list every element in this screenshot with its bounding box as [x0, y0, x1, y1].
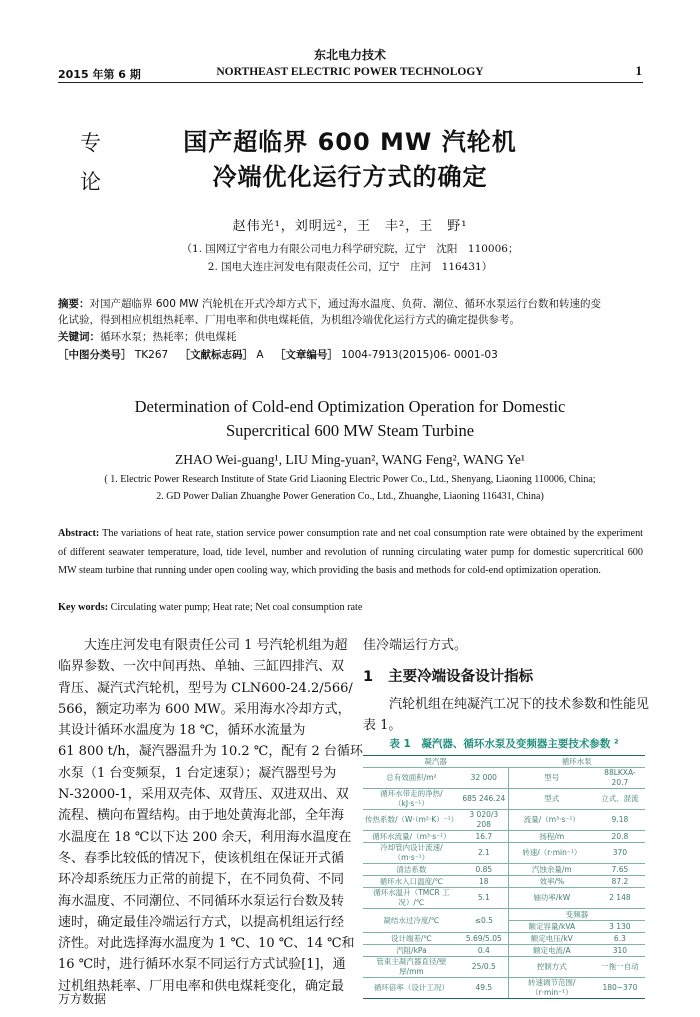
body-left-line: 流程、横向布置结构。由于地处黄海北部，全年海 — [58, 808, 345, 824]
body-left-line: 济性。对此选择海水温度为 1 ℃、10 ℃、14 ℃和 — [58, 936, 355, 952]
body-right-line: 汽轮机组在纯凝汽工况下的技术参数和性能见 — [363, 697, 650, 712]
authors-en: ZHAO Wei-guang¹, LIU Ming-yuan², WANG Feng², WANG Ye¹ — [175, 452, 525, 467]
section-1-heading: 1 主要冷端设备设计指标 — [363, 669, 534, 685]
body-left-line: 环冷却系统压力正常的前提下，在不同负荷、不同 — [58, 872, 345, 888]
table-cell: 循环水温升（TMCR 工况）/℃ — [363, 888, 460, 909]
table-cell: 0.85 — [460, 864, 509, 876]
table-cell: 685 246.24 — [460, 789, 509, 810]
table-row — [363, 768, 645, 789]
title-cn-line-2: 冷端优化运行方式的确定 — [212, 163, 488, 191]
journal-name-cn: 东北电力技术 — [313, 48, 386, 62]
abstract-en-label: Abstract: — [58, 528, 100, 539]
table-cell: 6.3 — [595, 933, 645, 945]
column-tag-1: 专 — [80, 131, 101, 155]
table-cell: 2.1 — [460, 843, 509, 864]
table-row — [363, 933, 645, 945]
page-number: 1 — [635, 63, 642, 78]
table-cell: 370 — [595, 843, 645, 864]
keywords-cn-label: 关键词： — [58, 331, 100, 343]
affiliation-cn-1: （1. 国网辽宁省电力有限公司电力科学研究院，辽宁 沈阳 110006； — [181, 243, 519, 255]
abstract-cn-line-2: 化试验，得到相应机组热耗率、厂用电率和供电煤耗值，为机组冷端优化运行方式的确定提供参考。 — [58, 314, 520, 326]
table-cell: 控制方式 — [508, 957, 594, 978]
table-cell: 49.5 — [460, 978, 509, 999]
table-cell: 16.7 — [460, 831, 509, 843]
body-left-line: 水泵（1 台变频泵，1 台定速泵）；凝汽器型号为 — [58, 765, 337, 781]
body-right-first-line: 佳冷端运行方式。 — [363, 638, 468, 653]
footer-watermark: 万方数据 — [58, 992, 107, 1006]
table-cell: 额定电压/kV — [508, 933, 594, 945]
table-row — [363, 957, 645, 978]
table-cell: 180~370 — [595, 978, 645, 999]
table-cell: 20.8 — [595, 831, 645, 843]
journal-name-en: NORTHEAST ELECTRIC POWER TECHNOLOGY — [216, 66, 484, 78]
body-right-paragraph — [363, 694, 650, 737]
table-cell: 7.65 — [595, 864, 645, 876]
table-cell: 32 000 — [460, 768, 509, 789]
classification-line: ［中图分类号］ TK267 ［文献标志码］ A ［文章编号］ 1004-7913(2015)06- 0001-03 — [58, 349, 498, 361]
table-cell: 扬程/m — [508, 831, 594, 843]
table-cell: 18 — [460, 876, 509, 888]
body-left-line: 速时，确定最佳冷端运行方式，以提高机组运行经 — [58, 914, 345, 930]
body-left-line: 临界参数、一次中间再热、单轴、三缸四排汽、双 — [58, 659, 345, 675]
table-cell: 凝结水过冷度/℃ — [363, 909, 460, 933]
table-row — [363, 909, 645, 921]
table-cell: 循环水带走的净热/（kJ·s⁻¹） — [363, 789, 460, 810]
table-header-row — [363, 756, 645, 768]
keywords-en-label: Key words: — [58, 602, 109, 613]
table-cell: 310 — [595, 945, 645, 957]
body-left-line: 海水温度、不同潮位、不同循环水泵运行台数及转 — [58, 893, 345, 909]
table-row — [363, 831, 645, 843]
table-cell: 3 130 — [595, 921, 645, 933]
table-cell: 管束主凝汽器直径/壁厚/mm — [363, 957, 460, 978]
abstract-en: Abstract: The variations of heat rate, station service power consumption rate and net coal consumption rate were obtained by the experiment of different seawater temperature, load, tide level, number and revolution of running circulating water pump for domestic supercritical 600 MW steam turbine that running under open cooling way, which providing the basis and methods for cold-end optimization operation. — [58, 528, 643, 576]
keywords-cn: 关键词：循环水泵；热耗率；供电煤耗 — [58, 331, 237, 343]
table-cell: 轴功率/kW — [508, 888, 594, 909]
table-cell: ≤0.5 — [460, 909, 509, 933]
table-cell: 9.18 — [595, 810, 645, 831]
body-left-line: 61 800 t/h，凝汽器温升为 10.2 ℃，配有 2 台循环 — [58, 744, 363, 760]
table-cell: 循环倍率（设计工况） — [363, 978, 460, 999]
table-cell: 25/0.5 — [460, 957, 509, 978]
table-cell: 2 148 — [595, 888, 645, 909]
body-left-line: 过机组热耗率、厂用电率和供电煤耗变化，确定最 — [58, 978, 345, 994]
body-left-line: 水温度在 18 ℃以下达 200 余天，利用海水温度在 — [58, 829, 352, 845]
body-left-line: 其设计循环水温度为 18 ℃，循环水流量为 — [58, 723, 306, 739]
affiliation-en-2: 2. GD Power Dalian Zhuanghe Power Generation Co., Ltd., Zhuanghe, Liaoning 116431, China) — [156, 491, 544, 502]
table-row — [363, 978, 645, 999]
abstract-cn-line-1: 摘要：对国产超临界 600 MW 汽轮机在开式冷却方式下，通过海水温度、负荷、潮位、循环水泵运行台数和转速的变 — [58, 298, 601, 310]
table-cell: 设计端差/℃ — [363, 933, 460, 945]
table-cell: 立式、混流 — [595, 789, 645, 810]
header-rule — [58, 82, 643, 83]
table-cell: 额定电流/A — [508, 945, 594, 957]
table-row — [363, 888, 645, 909]
affiliation-cn-2: 2. 国电大连庄河发电有限责任公司，辽宁 庄河 116431） — [207, 261, 493, 273]
table-cell: 型式 — [508, 789, 594, 810]
title-en-line-1: Determination of Cold-end Optimization Operation for Domestic — [134, 397, 566, 416]
table-cell: 汽阻/kPa — [363, 945, 460, 957]
body-left-column — [58, 635, 363, 997]
table-1-caption: 表 1 凝汽器、循环水泵及变频器主要技术参数 ² — [389, 738, 619, 750]
table-row — [363, 789, 645, 810]
table-row — [363, 945, 645, 957]
column-tag-2: 论 — [80, 170, 101, 194]
table-cell: 汽蚀余量/m — [508, 864, 594, 876]
authors-cn: 赵伟光¹，刘明远²，王 丰²，王 野¹ — [232, 219, 468, 234]
table-cell: 效率/% — [508, 876, 594, 888]
table-cell: 循环水流量/（m³·s⁻¹） — [363, 831, 460, 843]
body-left-line: 大连庄河发电有限责任公司 1 号汽轮机组为超 — [58, 638, 348, 653]
table-cell: 额定容量/kVA — [508, 921, 594, 933]
abstract-cn-label: 摘要： — [58, 298, 90, 310]
table-1 — [363, 755, 645, 999]
title-cn-line-1: 国产超临界 600 MW 汽轮机 — [183, 128, 517, 156]
table-row — [363, 876, 645, 888]
table-cell: 冷却管内设计流速/（m·s⁻¹） — [363, 843, 460, 864]
issue-label: 2015 年第 6 期 — [58, 68, 141, 81]
table-cell: 5.1 — [460, 888, 509, 909]
table-cell: 88LKXA-20.7 — [595, 768, 645, 789]
table-row — [363, 843, 645, 864]
table-header-condenser: 凝汽器 — [363, 756, 508, 768]
table-cell: 流量/（m³·s⁻¹） — [508, 810, 594, 831]
table-row — [363, 864, 645, 876]
table-cell: 一拖一自动 — [595, 957, 645, 978]
table-cell: 转速/（r·min⁻¹） — [508, 843, 594, 864]
table-cell: 3 020/3 208 — [460, 810, 509, 831]
table-cell: 总有效面积/m² — [363, 768, 460, 789]
body-left-line: N-32000-1，采用双壳体、双背压、双进双出、双 — [58, 787, 349, 803]
title-en-line-2: Supercritical 600 MW Steam Turbine — [225, 421, 475, 440]
body-left-line: 背压、凝汽式汽轮机，型号为 CLN600-24.2/566/ — [58, 680, 353, 696]
body-left-line: 566，额定功率为 600 MW。采用海水冷却方式， — [58, 701, 351, 717]
body-left-line: 冬、春季比较低的情况下，使该机组在保证开式循 — [58, 850, 345, 866]
table-cell: 传热系数/（W·（m²·K）⁻¹） — [363, 810, 460, 831]
table-cell: 型号 — [508, 768, 594, 789]
table-header-pump: 循环水泵 — [508, 756, 645, 768]
table-cell: 转速调节范围/（r·min⁻¹） — [508, 978, 594, 999]
table-cell: 5.69/5.05 — [460, 933, 509, 945]
table-cell: 清洁系数 — [363, 864, 460, 876]
table-subheader-inverter: 变频器 — [508, 909, 645, 921]
keywords-en: Key words: Circulating water pump; Heat rate; Net coal consumption rate — [58, 602, 363, 613]
table-row — [363, 810, 645, 831]
body-left-line: 16 ℃时，进行循环水泵不同运行方式试验[1]，通 — [58, 957, 346, 973]
affiliation-en-1: ( 1. Electric Power Research Institute of State Grid Liaoning Electric Power Co., Ltd., Shenyang, Liaoning 110006, China; — [104, 474, 596, 485]
table-cell: 0.4 — [460, 945, 509, 957]
table-cell: 87.2 — [595, 876, 645, 888]
body-right-line: 表 1。 — [363, 718, 402, 734]
table-cell: 循环水入口温度/℃ — [363, 876, 460, 888]
